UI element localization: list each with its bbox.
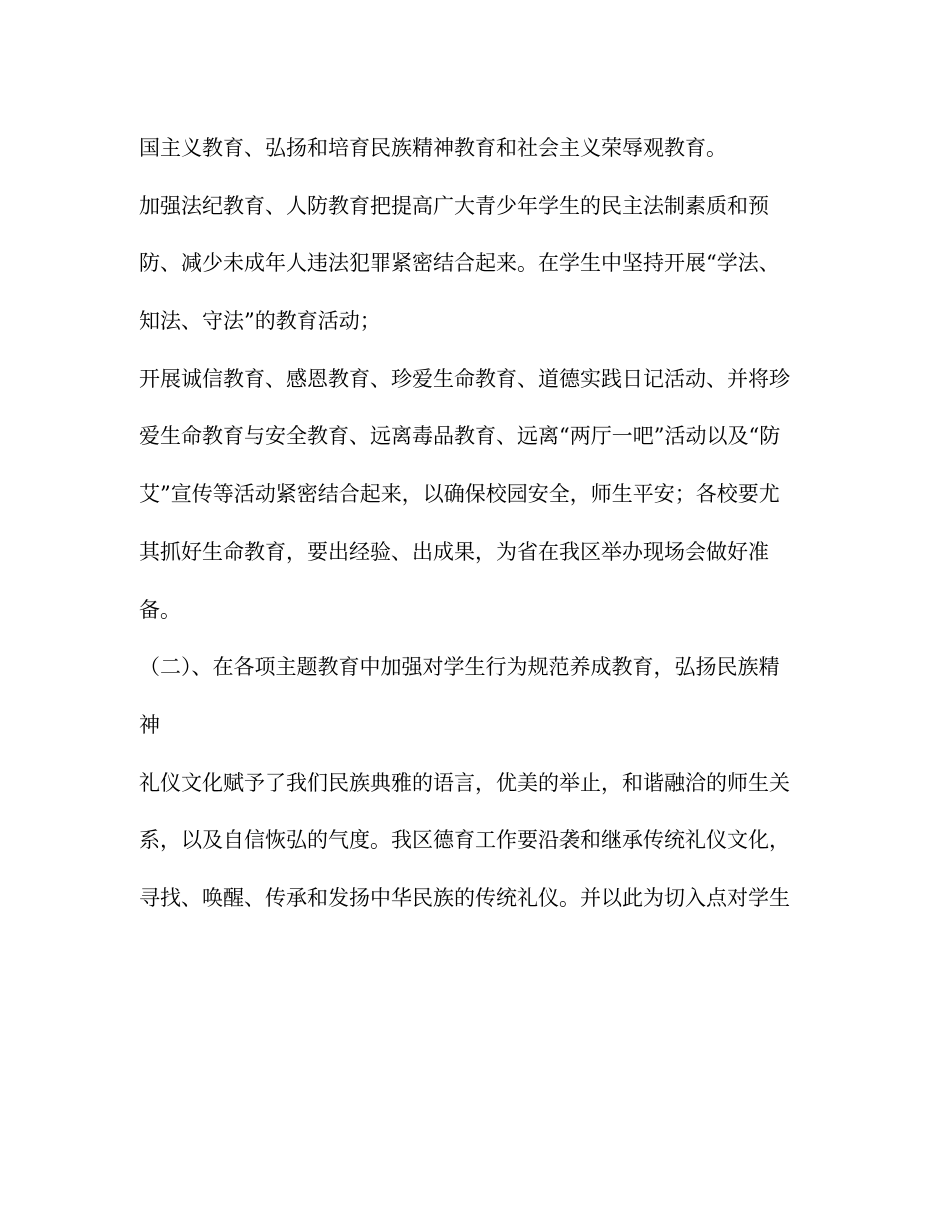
text-line: 加强法纪教育、人防教育把提高广大青少年学生的民主法制素质和预 xyxy=(139,193,769,218)
document-body xyxy=(139,120,829,928)
text-line: 系，以及自信恢弘的气度。我区德育工作要沿袭和继承传统礼仪文化， xyxy=(139,828,790,853)
text-line: 开展诚信教育、感恩教育、珍爱生命教育、道德实践日记活动、并将珍 xyxy=(139,366,790,391)
text-line: 知法、守法”的教育活动； xyxy=(139,309,381,334)
text-line: 备。 xyxy=(139,597,181,622)
section-heading-line: 神 xyxy=(139,712,160,737)
text-line: 爱生命教育与安全教育、远离毒品教育、远离“两厅一吧”活动以及“防 xyxy=(139,424,781,449)
section-heading-line: （二）、在各项主题教育中加强对学生行为规范养成教育，弘扬民族精 xyxy=(139,655,780,680)
text-line: 其抓好生命教育，要出经验、出成果，为省在我区举办现场会做好准 xyxy=(139,539,769,564)
text-line: 国主义教育、弘扬和培育民族精神教育和社会主义荣辱观教育。 xyxy=(139,136,727,160)
text-line: 礼仪文化赋予了我们民族典雅的语言，优美的举止，和谐融洽的师生关 xyxy=(139,770,790,795)
text-line: 防、减少未成年人违法犯罪紧密结合起来。在学生中坚持开展“学法、 xyxy=(139,251,780,276)
text-line: 艾”宣传等活动紧密结合起来，以确保校园安全，师生平安；各校要尤 xyxy=(139,482,780,507)
text-line: 寻找、唤醒、传承和发扬中华民族的传统礼仪。并以此为切入点对学生 xyxy=(139,885,790,910)
